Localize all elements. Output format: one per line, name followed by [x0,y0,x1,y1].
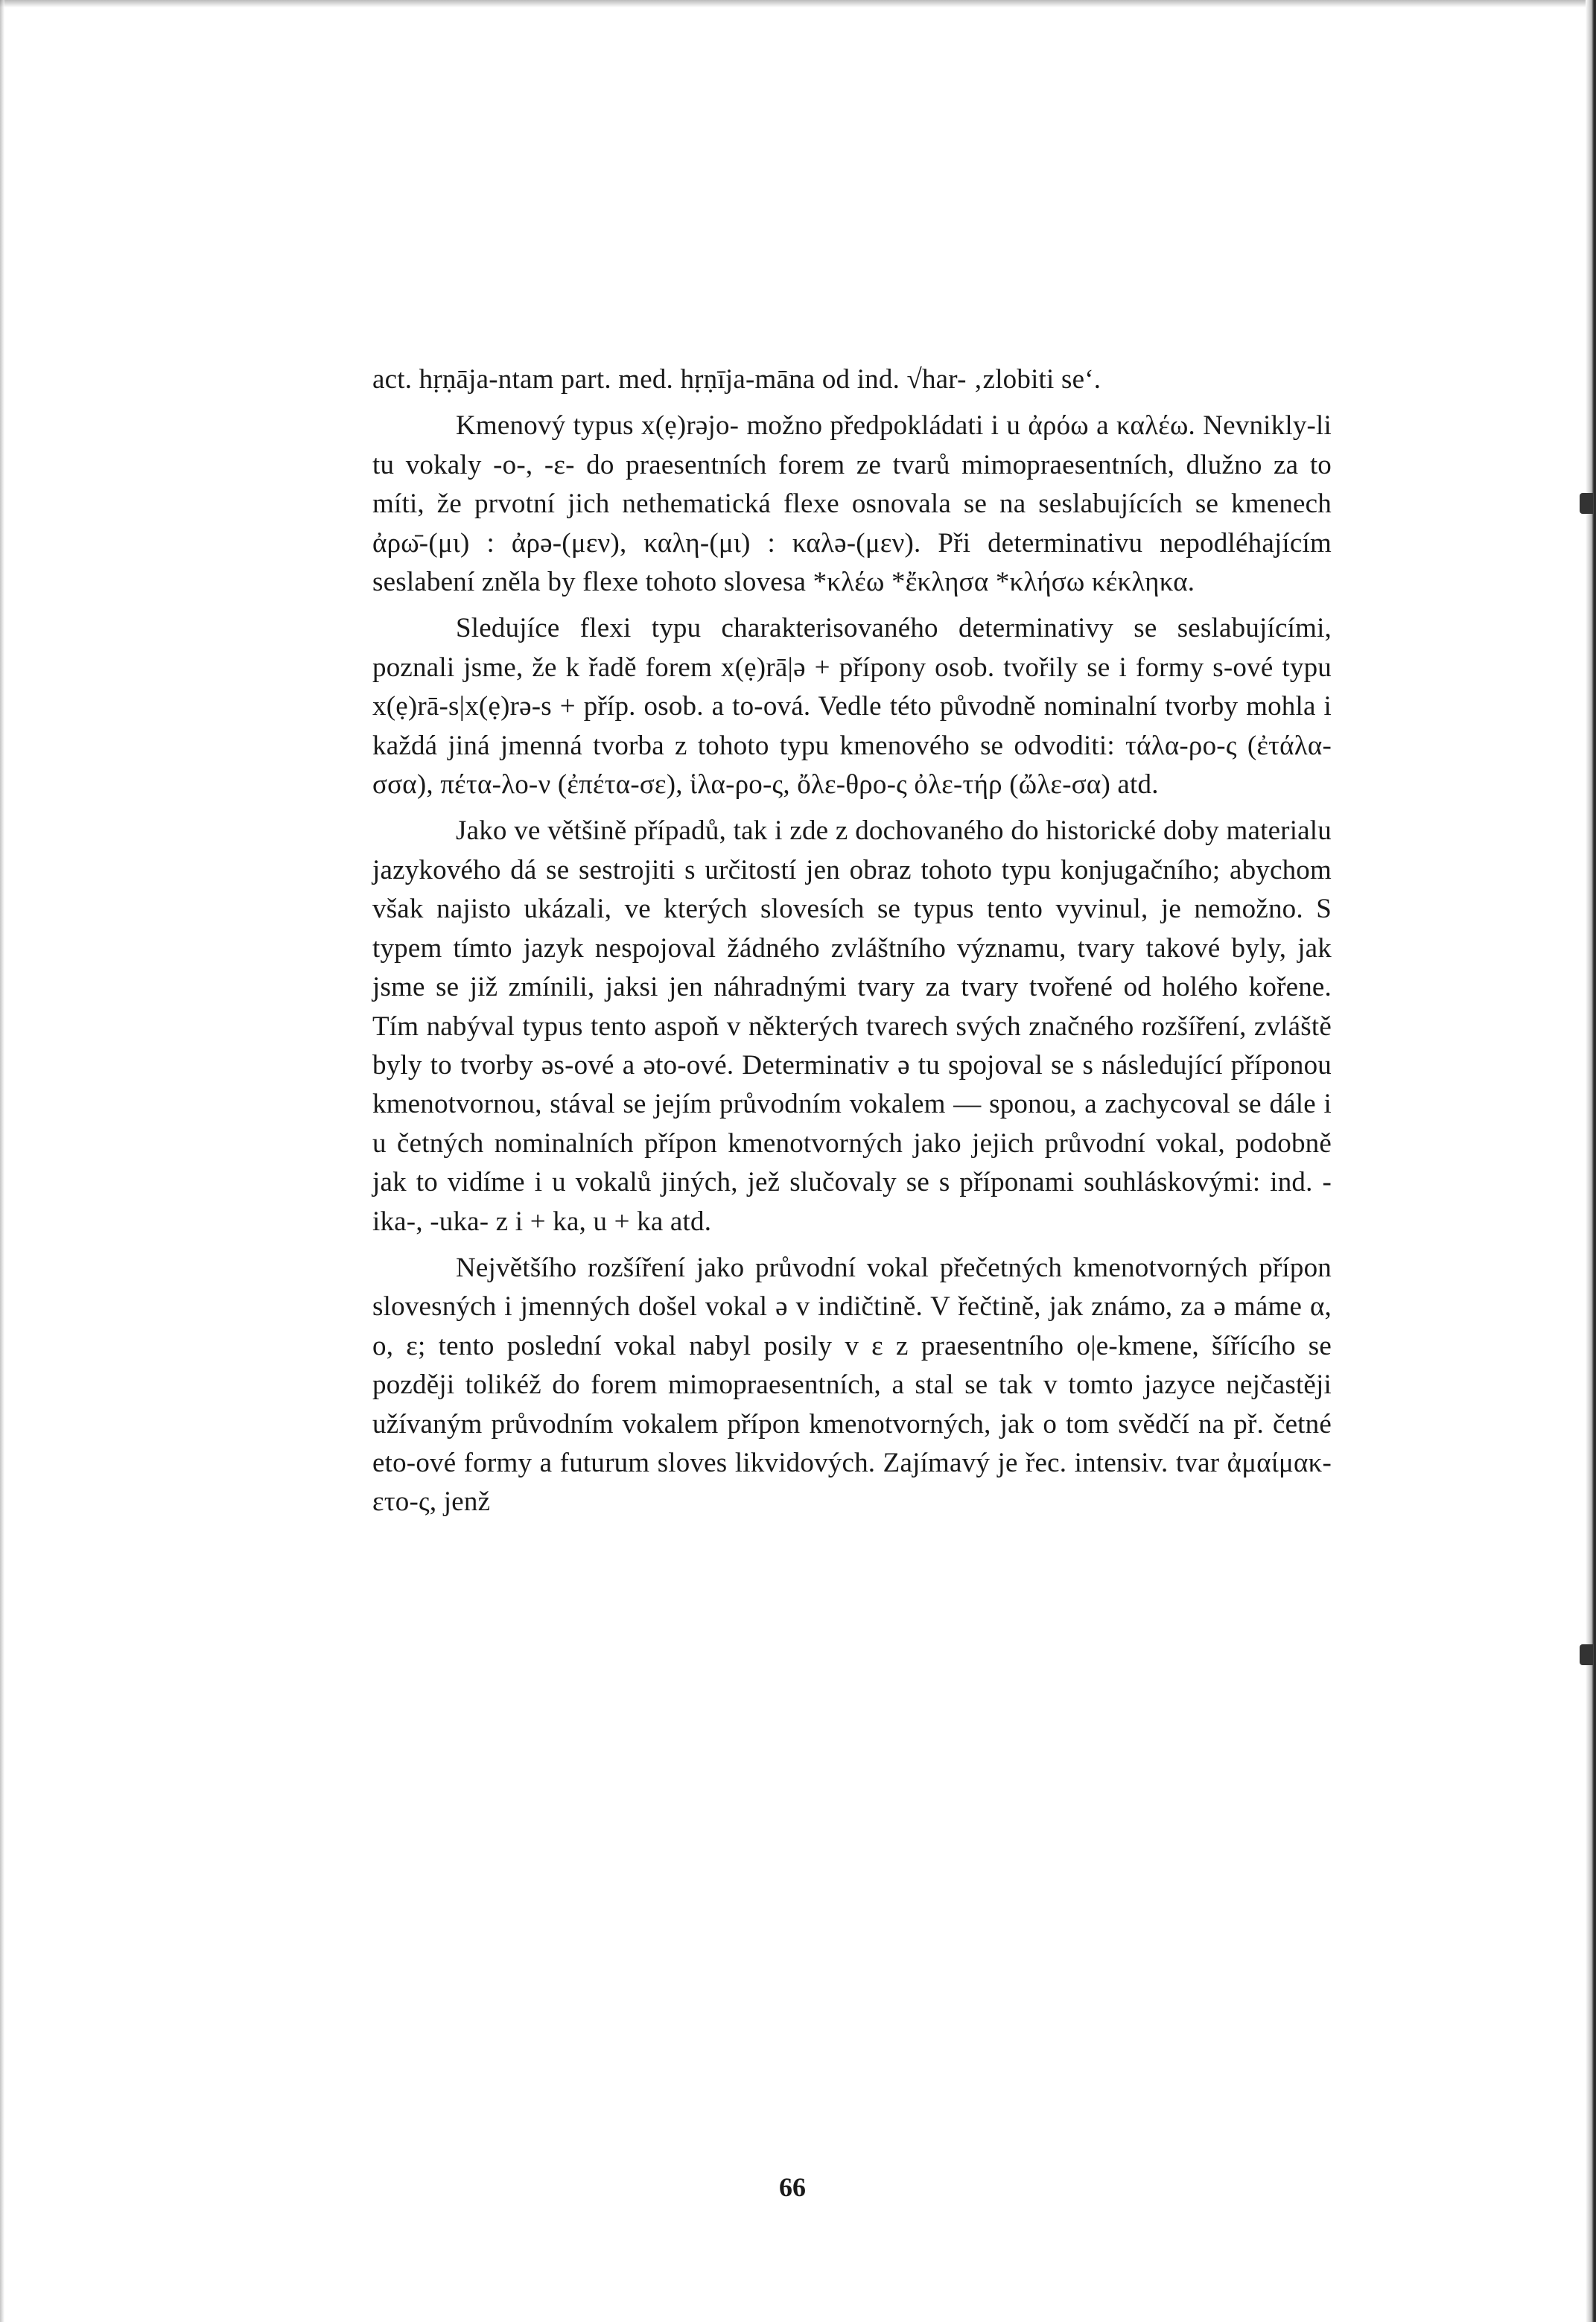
paragraph: Největšího rozšíření jako průvodní vokal přečetných kmenotvorných přípon slovesných i jmenných došel vokal ə v indičtině. V řečtině, jak známo, za ə máme α, ο, ε; tento poslední vokal nabyl posily v ε z praesentního o|e-kmene, šířícího se později tolikéž do forem mimopraesentních, a stal se tak v tomto jazyce nejčastěji užívaným průvodním vokalem přípon kmenotvorných, jak o tom svědčí na př. četné eto-ové formy a futurum sloves likvidových. Zajímavý je řec. intensiv. tvar ἀμαίμακ-ετο-ς, jenž [372,1252,1332,1518]
scan-edge-top [0,0,1596,7]
binding-mark [1580,1644,1593,1665]
scan-edge-right [1586,0,1596,2322]
paragraph: Sledujíce flexi typu charakterisovaného determinativy se seslabujícími, poznali jsme, že k řadě forem x(ẹ)rā|ə + přípony osob. tvořily se i formy s-ové typu x(ẹ)rā-s|x(ẹ)rə-s + příp. osob. a to-ová. Vedle této původně nominalní tvorby mohla i každá jiná jmenná tvorba z tohoto typu kmenového se odvoditi: τάλα-ρο-ς (ἐτάλα-σσα), πέτα-λο-ν (ἐπέτα-σε), ἱλα-ρο-ς, ὄλε-θρο-ς ὀλε-τήρ (ὤλε-σα) atd. [372,613,1332,801]
paragraph: Jako ve většině případů, tak i zde z dochovaného do historické doby materialu jazykového dá se sestrojiti s určitostí jen obraz tohoto typu konjugačního; abychom však najisto ukázali, ve kterých slovesích se typus tento vyvinul, je nemožno. S typem tímto jazyk nespojoval žádného zvláštního významu, tvary takové byly, jak jsme se již zmínili, jaksi jen náhradnými tvary za tvary tvořené od holého kořene. Tím nabýval typus tento aspoň v některých tvarech svých značného rozšíření, zvláště byly to tvorby əs-ové a əto-ové. Determinativ ə tu spojoval se s následující příponou kmenotvornou, stával se jejím průvodním vokalem — sponou, a zachycoval se dále i u četných nominalních přípon kmenotvorných jako jejich průvodní vokal, podobně jak to vidíme i u vokalů jiných, jež slučovaly se s příponami souhláskovými: ind. -ika-, -uka- z i + ka, u + ka atd. [372,815,1332,1237]
paragraph-continuation: act. hṛṇāja-ntam part. med. hṛṇīja-māna od ind. √har- ‚zlobiti se‘. [372,364,1101,395]
scan-edge-left [0,0,4,2322]
binding-mark [1580,493,1593,514]
page-body [372,360,1332,1522]
page-number: 66 [779,2172,806,2202]
paragraph: Kmenový typus x(ẹ)rəjo- možno předpokládati i u ἀρόω a καλέω. Nevnikly-li tu vokaly -o-, -ε- do praesentních forem ze tvarů mimopraesentních, dlužno za to míti, že prvotní jich nethematická flexe osnovala se na seslabujících se kmenech ἀρω̄-(μι) : ἀρə-(μεν), καλη-(μι) : καλə-(μεν). Při determinativu nepodléhajícím seslabení zněla by flexe tohoto slovesa *κλέω *ἔκλησα *κλήσω κέκληκα. [372,410,1332,598]
